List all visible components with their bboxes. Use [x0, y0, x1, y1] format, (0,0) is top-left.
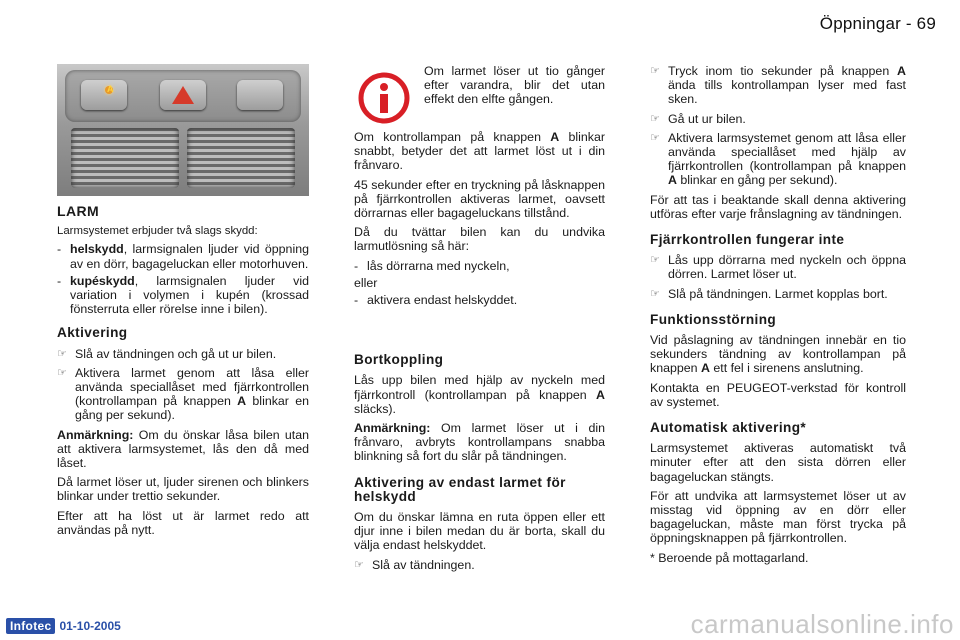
paragraph: Larmsystemet aktiveras automatiskt två minuter efter att den sista dörren eller bagageluckan stängts.	[650, 441, 906, 484]
term-text: , larmsignalen ljuder vid variation i volymen i kupén (krossad fönsterruta eller rörelse inne i bilen).	[70, 273, 309, 317]
hand-pointer-icon: ☞	[650, 131, 660, 144]
paragraph: För att undvika att larmsystemet löser ut av misstag vid öppning av en dörr eller bagageluckan, måste man först trycka på öppningsknappen på fjärrkontrollen.	[650, 488, 906, 546]
paragraph: Efter att ha löst ut är larmet redo att användas på nytt.	[57, 508, 309, 537]
paragraph: Om du önskar lämna en ruta öppen eller ett djur inne i bilen medan du är borta, skall du välja endast helskyddet.	[354, 510, 605, 553]
air-vent-right	[187, 128, 295, 188]
button-a-label: A	[107, 84, 114, 94]
note-label: Anmärkning:	[57, 427, 134, 442]
page-title: Öppningar - 69	[819, 14, 936, 33]
column-1	[57, 64, 309, 542]
infotec-logo: Infotec	[6, 618, 55, 634]
info-box	[354, 64, 605, 124]
note: Anmärkning: Om larmet löser ut i din frånvaro, avbryts kontrollampans snabba blinkning så fort du slår på tändningen.	[354, 421, 605, 464]
hand-pointer-icon: ☞	[650, 65, 660, 77]
term-text: , larmsignalen ljuder vid öppning av en dörr, bagageluckan eller motorhuven.	[70, 242, 309, 271]
hand-pointer-icon: ☞	[354, 558, 364, 571]
note-label: Anmärkning:	[354, 421, 431, 436]
bullet-item: ☞ Tryck inom tio sekunder på knappen A ända tills kontrollampan lyser med fast sken.	[650, 64, 906, 107]
key-label: A	[668, 173, 677, 188]
bullet-text: Gå ut ur bilen.	[668, 111, 746, 126]
paragraph: Kontakta en PEUGEOT-verkstad för kontroll av systemet.	[650, 380, 906, 409]
dash-marker: -	[57, 242, 62, 257]
button-panel	[65, 70, 301, 122]
dash-marker: -	[57, 273, 62, 288]
hazard-triangle-icon	[172, 86, 194, 104]
footer	[6, 618, 121, 634]
bullet-text: Slå av tändningen.	[372, 557, 475, 572]
paragraph: Då larmet löser ut, ljuder sirenen och blinkers blinkar under trettio sekunder.	[57, 475, 309, 504]
paragraph: Då du tvättar bilen kan du undvika larmutlösning så här:	[354, 225, 605, 254]
bullet-text: Lås upp dörrarna med nyckeln och öppna dörren. Larmet löser ut.	[668, 253, 906, 282]
bullet-item: ☞ Aktivera larmsystemet genom att låsa eller använda speciallåset med hjälp av fjärrkontrollen (kontrollampan på knappen A blinkar en gång per sekund).	[650, 130, 906, 188]
hand-pointer-icon: ☞	[650, 254, 660, 267]
key-label: A	[237, 394, 247, 409]
bullet-item	[650, 253, 906, 281]
section-heading-larm: LARM	[57, 203, 100, 219]
hand-pointer-icon: ☞	[57, 347, 67, 360]
bullet-text: Slå på tändningen. Larmet kopplas bort.	[668, 286, 888, 301]
term: helskydd	[70, 242, 124, 257]
list-text: aktivera endast helskyddet.	[367, 293, 518, 308]
list-item	[57, 274, 309, 317]
dashboard-photo	[57, 64, 309, 196]
info-text: Om larmet löser ut tio gånger efter varandra, blir det utan effekt den elfte gången.	[424, 64, 605, 107]
section-heading-automatisk: Automatisk aktivering*	[650, 420, 807, 436]
section-heading-aktivering: Aktivering	[57, 325, 128, 341]
section-heading-funktionsstorning: Funktionsstörning	[650, 311, 777, 327]
dash-marker: -	[354, 293, 359, 308]
footer-date: 01-10-2005	[59, 619, 121, 633]
hand-pointer-icon: ☞	[650, 287, 660, 300]
bullet-item	[57, 366, 309, 423]
paragraph: 45 sekunder efter en tryckning på låsknappen på fjärrkontrollen aktiveras larmet, oavsett dörrarnas eller bagageluckans tillstånd.	[354, 177, 605, 221]
key-label: A	[700, 361, 710, 376]
bullet-text: blinkar en gång per sekund).	[75, 394, 309, 423]
list-text: lås dörrarna med nyckeln,	[367, 258, 510, 273]
key-label: A	[596, 387, 605, 402]
panel-button-right	[237, 80, 283, 110]
bullet-item	[650, 112, 906, 126]
hazard-button	[160, 80, 206, 110]
air-vent-left	[71, 128, 179, 188]
column-2	[354, 64, 605, 577]
key-label: A	[550, 130, 560, 144]
info-icon	[358, 72, 410, 124]
key-label: A	[897, 64, 906, 78]
hand-pointer-icon: ☞	[57, 366, 67, 379]
paragraph: Vid påslagning av tändningen innebär en tio sekunders tändning av kontrollampan på knappen A ett fel i sirenens anslutning.	[650, 333, 906, 376]
section-heading-bortkoppling: Bortkoppling	[354, 352, 444, 368]
section-heading-aktivering-helskydd: Aktivering av endast larmet för helskydd	[354, 474, 566, 504]
term: kupéskydd	[70, 273, 135, 288]
list-item	[57, 242, 309, 270]
hand-pointer-icon: ☞	[650, 112, 660, 125]
list-item	[354, 293, 605, 307]
paragraph: Om kontrollampan på knappen A blinkar snabbt, betyder det att larmet löst ut i din frånvaro.	[354, 130, 605, 173]
bullet-text: Slå av tändningen och gå ut ur bilen.	[75, 346, 277, 361]
or-text: eller	[354, 275, 378, 290]
list-item	[354, 259, 605, 273]
section-heading-fjarrkontroll: Fjärrkontrollen fungerar inte	[650, 232, 845, 248]
bullet-item	[57, 347, 309, 361]
column-3	[650, 64, 906, 570]
bullet-text: Aktivera larmet genom att låsa eller använda speciallåset med fjärrkontrollen (kontrollampan på knappen	[75, 365, 309, 409]
intro-text: Larmsystemet erbjuder två slags skydd:	[57, 225, 258, 238]
dash-marker: -	[354, 258, 359, 273]
bullet-item	[650, 287, 906, 301]
note-text: Om du önskar låsa bilen utan att aktivera larmsystemet, lås den då med låset.	[57, 427, 309, 471]
watermark: carmanualsonline.info	[690, 609, 954, 639]
paragraph: För att tas i beaktande skall denna aktivering utföras efter varje frånslagning av tändningen.	[650, 192, 906, 221]
alarm-button-a	[81, 80, 127, 110]
note	[57, 428, 309, 471]
bullet-item	[354, 558, 605, 572]
paragraph: Lås upp bilen med hjälp av nyckeln med fjärrkontroll (kontrollampan på knappen A släcks).	[354, 373, 605, 416]
footnote: * Beroende på mottagarland.	[650, 550, 809, 565]
